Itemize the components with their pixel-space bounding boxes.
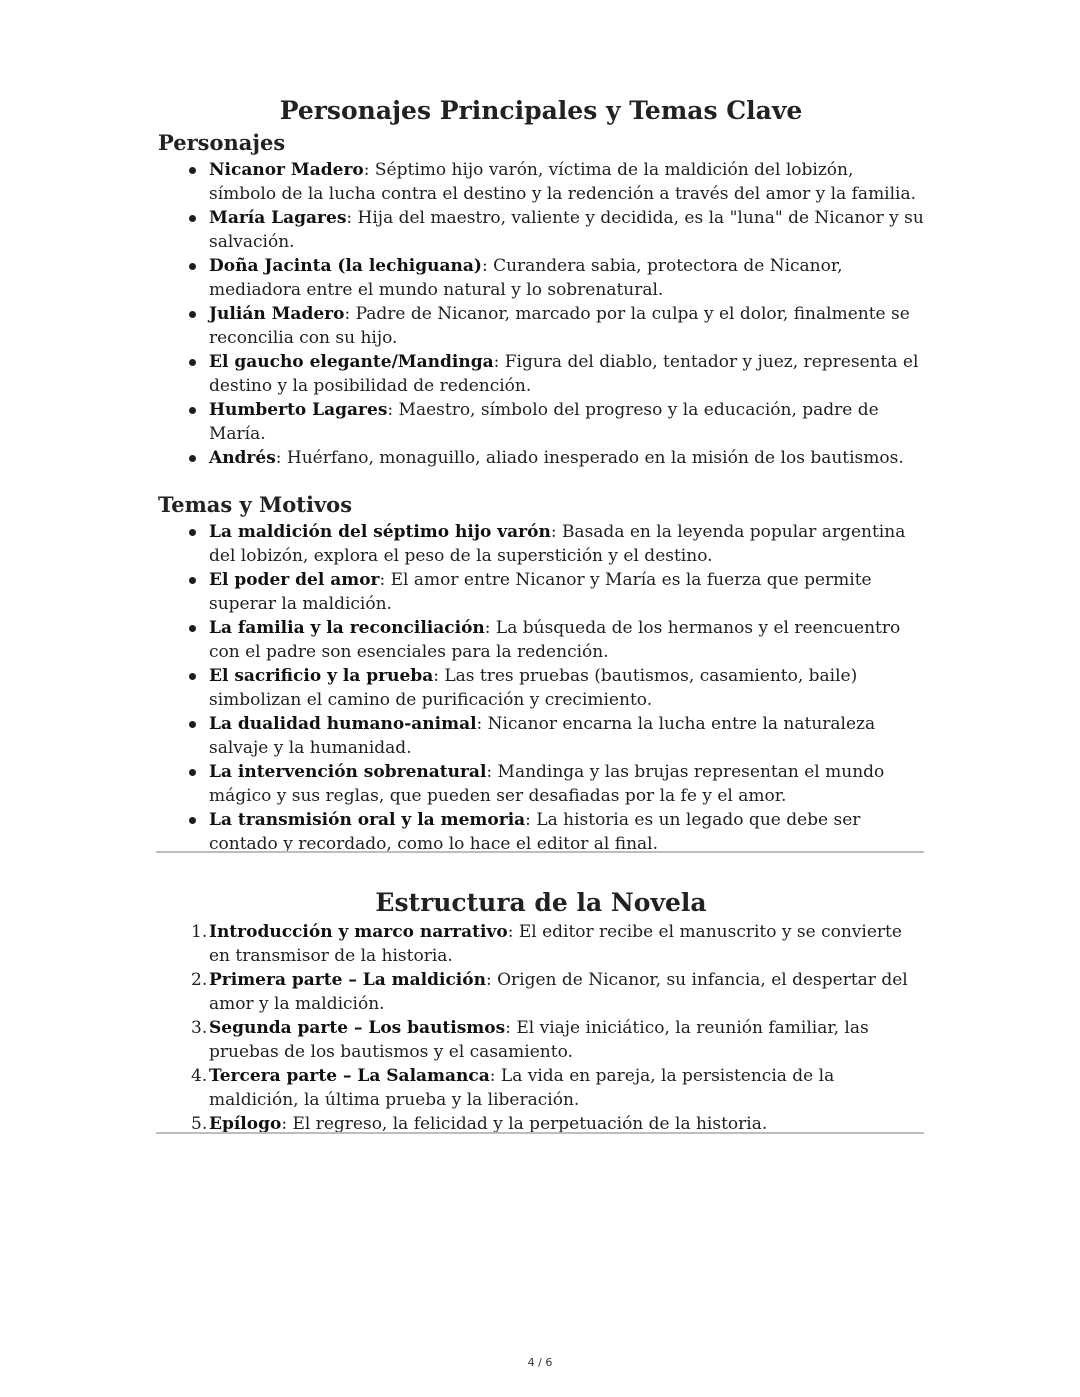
section-divider xyxy=(156,1132,924,1134)
estructura-list xyxy=(158,920,924,1136)
item-number: 1. xyxy=(191,922,208,942)
list-item xyxy=(158,760,924,808)
item-number: 4. xyxy=(191,1066,208,1086)
item-text: : El editor recibe el manuscrito y se convierte en transmisor de la historia. xyxy=(209,922,902,966)
item-term: La intervención sobrenatural xyxy=(209,762,487,782)
list-item xyxy=(158,664,924,712)
list-item xyxy=(158,302,924,350)
document-page xyxy=(158,94,924,1136)
item-term: La familia y la reconciliación xyxy=(209,618,485,638)
item-term: Primera parte – La maldición xyxy=(209,970,486,990)
item-term: Nicanor Madero xyxy=(209,160,364,180)
list-item xyxy=(158,712,924,760)
list-item xyxy=(158,520,924,568)
item-term: Epílogo xyxy=(209,1114,282,1134)
list-item xyxy=(158,158,924,206)
section-heading-estructura: Estructura de la Novela xyxy=(375,888,707,917)
section-divider xyxy=(156,851,924,853)
item-text: : La historia es un legado que debe ser contado y recordado, como lo hace el editor al final. xyxy=(209,810,861,854)
item-text: : Las tres pruebas (bautismos, casamiento, baile) simbolizan el camino de purificación y crecimiento. xyxy=(209,666,858,710)
list-item xyxy=(158,398,924,446)
item-term: Julián Madero xyxy=(209,304,345,324)
item-text: : Origen de Nicanor, su infancia, el despertar del amor y la maldición. xyxy=(209,970,908,1014)
list-item xyxy=(158,920,924,968)
item-text: : Nicanor encarna la lucha entre la naturaleza salvaje y la humanidad. xyxy=(209,714,876,758)
item-number: 5. xyxy=(191,1114,208,1134)
item-term: Introducción y marco narrativo xyxy=(209,922,508,942)
item-text: : El amor entre Nicanor y María es la fuerza que permite superar la maldición. xyxy=(209,570,872,614)
item-term: La transmisión oral y la memoria xyxy=(209,810,526,830)
page-title: Personajes Principales y Temas Clave xyxy=(279,96,803,125)
list-item xyxy=(158,1064,924,1112)
item-text: : Hija del maestro, valiente y decidida, es la "luna" de Nicanor y su salvación. xyxy=(209,208,924,252)
item-text: : Mandinga y las brujas representan el mundo mágico y sus reglas, que pueden ser desafiadas por la fe y el amor. xyxy=(209,762,885,806)
item-text: : Huérfano, monaguillo, aliado inesperado en la misión de los bautismos. xyxy=(275,448,904,468)
item-text: : La búsqueda de los hermanos y el reencuentro con el padre son esenciales para la redención. xyxy=(209,618,901,662)
list-item xyxy=(158,350,924,398)
item-text: : La vida en pareja, la persistencia de la maldición, la última prueba y la liberación. xyxy=(209,1066,835,1110)
temas-list xyxy=(158,520,924,856)
item-number: 2. xyxy=(191,970,208,990)
item-text: : Basada en la leyenda popular argentina del lobizón, explora el peso de la superstición y el destino. xyxy=(209,522,906,566)
item-number: 3. xyxy=(191,1018,208,1038)
item-text: : Maestro, símbolo del progreso y la educación, padre de María. xyxy=(209,400,879,444)
item-text: : Curandera sabia, protectora de Nicanor, mediadora entre el mundo natural y lo sobrenatural. xyxy=(209,256,843,300)
item-term: Doña Jacinta (la lechiguana) xyxy=(209,256,482,276)
item-term: Humberto Lagares xyxy=(209,400,388,420)
item-term: Segunda parte – Los bautismos xyxy=(209,1018,506,1038)
list-item xyxy=(158,616,924,664)
item-term: La maldición del séptimo hijo varón xyxy=(209,522,551,542)
list-item xyxy=(158,968,924,1016)
item-term: El sacrificio y la prueba xyxy=(209,666,434,686)
item-text: : El viaje iniciático, la reunión familiar, las pruebas de los bautismos y el casamiento. xyxy=(209,1018,869,1062)
item-text: : Padre de Nicanor, marcado por la culpa y el dolor, finalmente se reconcilia con su hijo. xyxy=(209,304,910,348)
section-heading-temas: Temas y Motivos xyxy=(158,492,353,517)
list-item xyxy=(158,206,924,254)
item-term: María Lagares xyxy=(209,208,347,228)
item-text: : El regreso, la felicidad y la perpetuación de la historia. xyxy=(281,1114,768,1134)
list-item xyxy=(158,568,924,616)
item-text: : Figura del diablo, tentador y juez, representa el destino y la posibilidad de redención. xyxy=(209,352,919,396)
personajes-list xyxy=(158,158,924,470)
list-item xyxy=(158,1016,924,1064)
page-number: 4 / 6 xyxy=(527,1356,553,1369)
item-text: : Séptimo hijo varón, víctima de la maldición del lobizón, símbolo de la lucha contra el destino y la redención a través del amor y la familia. xyxy=(209,160,917,204)
item-term: El poder del amor xyxy=(209,570,380,590)
item-term: El gaucho elegante/Mandinga xyxy=(209,352,494,372)
list-item xyxy=(158,446,924,470)
item-term: La dualidad humano-animal xyxy=(209,714,477,734)
list-item xyxy=(158,254,924,302)
section-heading-personajes: Personajes xyxy=(158,130,286,155)
item-term: Andrés xyxy=(209,448,276,468)
list-item xyxy=(158,808,924,856)
item-term: Tercera parte – La Salamanca xyxy=(209,1066,490,1086)
